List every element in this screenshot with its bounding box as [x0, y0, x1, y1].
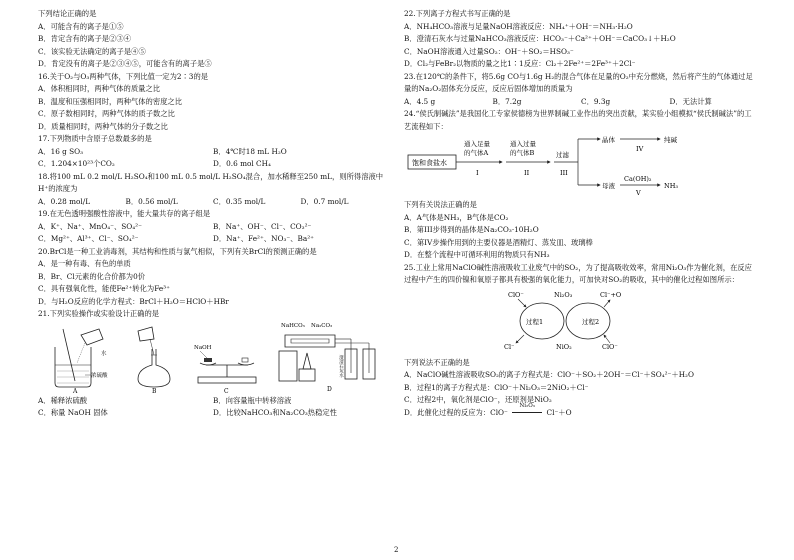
q21-option-c: C．称量 NaOH 固体 — [38, 408, 108, 417]
q23-option-a: A．4.5 g — [404, 96, 436, 106]
q25-stem: 25.工业上常用NaClO碱性溶液吸收工业废气中的SO₂，为了提高吸收效率，常用Ni₂O₃作为催化剂，在反应过程中产生的四价镍和氧原子都具有极强的氧化能力，可加快对SO₂的吸收，其中的催化过程如图所示： — [404, 262, 752, 284]
cycle-clo-right: ClO⁻ — [602, 342, 618, 351]
q17-options-row1 — [38, 146, 388, 159]
q21-option-d: D．比较NaHCO₃和Na₂CO₃热稳定性 — [213, 408, 337, 417]
q21-option-a: A．稀释浓硫酸 — [38, 395, 88, 405]
q25-option-d — [404, 402, 758, 420]
q19-option-a: A．K⁺、Na⁺、MnO₄⁻、SO₄²⁻ — [38, 221, 142, 231]
q18-stem: 18.将100 mL 0.2 mol/L H₂SO₄和100 mL 0.5 mol/L H₂SO₄混合，加水稀释至250 mL，则所得溶液中H⁺的浓度为 — [38, 171, 384, 193]
figure-label-d: D — [326, 385, 332, 393]
q24-stem: 24.“侯氏制碱法”是我国化工专家侯德榜为世界制碱工业作出的突出贡献，某实验小组模拟“侯氏制碱法”的工艺流程如下： — [404, 109, 752, 131]
q17-option-b: B．4℃时18 mL H₂O — [213, 146, 287, 156]
apparatus-d-heating-icon — [277, 321, 381, 393]
flow-step1-line2: 的气体A — [464, 149, 489, 157]
q22-option-a: A．NH₄HCO₃溶液与足量NaOH溶液反应：NH₄⁺＋OH⁻＝NH₃·H₂O — [404, 21, 633, 31]
q24-post: 下列有关说法正确的是 — [404, 200, 477, 209]
q19-options-row2 — [38, 233, 388, 246]
cycle-process-2: 过程2 — [582, 317, 600, 326]
q15-option-c: C．该实验无法确定的离子是④⑤ — [38, 46, 146, 56]
q17-option-a: A．16 g SO₃ — [38, 146, 84, 156]
flow-step-iii: III — [560, 169, 568, 177]
q15-stem: 下列结论正确的是 — [38, 9, 97, 18]
page-number: 2 — [394, 546, 399, 554]
q21-options-row1 — [38, 395, 388, 408]
apparatus-a-beaker-icon — [45, 325, 115, 393]
apparatus-b-volumetric-flask-icon — [130, 325, 178, 393]
q17-stem: 17.下列物质中含原子总数最多的是 — [38, 134, 152, 143]
label-conc-acid: 浓硫酸 — [91, 372, 108, 379]
flow-step-ii: II — [524, 169, 530, 177]
q22-option-c: C．NaOH溶液通入过量SO₂：OH⁻＋SO₂＝HSO₃⁻ — [404, 46, 574, 56]
cycle-ni2o3: Ni₂O₃ — [554, 290, 573, 299]
q21-apparatus-figure — [38, 323, 388, 393]
q23-options — [404, 96, 758, 109]
q19-option-d: D．Na⁺、Fe²⁺、NO₃⁻、Ba²⁺ — [213, 234, 315, 243]
flow-step2-line1: 通入过量 — [510, 140, 536, 148]
q16-stem: 16.关于O₂与O₃两种气体，下列比值一定为2∶3的是 — [38, 71, 209, 81]
cycle-cl-o: Cl⁻+O — [600, 290, 622, 299]
q19-option-c: C．Mg²⁺、Al³⁺、Cl⁻、SO₄²⁻ — [38, 234, 139, 243]
q16-option-d: D．质量相同时，两种气体的分子数之比 — [38, 121, 168, 131]
hou-process-flow-diagram — [404, 133, 758, 197]
q24-option-b: B．第III步得到的晶体是Na₂CO₃·10H₂O — [404, 225, 539, 234]
q25-option-d-prefix: D．此催化过程的反应为：ClO⁻ — [404, 407, 508, 417]
q22-stem: 22.下列离子方程式书写正确的是 — [404, 9, 511, 18]
cycle-cl-left: Cl⁻ — [504, 342, 515, 351]
q18-option-a: A．0.28 mol/L — [38, 196, 91, 206]
q25-option-c: C．过程2中，氧化剂是ClO⁻，还原剂是NiO₂ — [404, 395, 552, 404]
q24-option-d: D．在整个流程中可循环利用的物质只有NH₃ — [404, 250, 550, 259]
q16-option-b: B．温度和压强相同时，两种气体的密度之比 — [38, 96, 183, 106]
q18-option-d: D．0.7 mol/L — [300, 196, 349, 206]
label-water: 水 — [101, 350, 107, 357]
cycle-nio2: NiO₂ — [556, 342, 572, 351]
figure-label-a: A — [73, 387, 78, 393]
apparatus-c-balance-icon — [192, 325, 262, 393]
flow-crystal-label: 晶体 — [602, 136, 615, 144]
q23-option-d: D．无法计算 — [669, 96, 712, 106]
q18-option-b: B．0.56 mol/L — [125, 196, 178, 206]
flow-step-iv: IV — [636, 145, 644, 153]
right-column — [404, 8, 758, 419]
label-na2co3: Na₂CO₃ — [310, 322, 332, 329]
q25-option-a: A．NaClO碱性溶液吸收SO₂的离子方程式是：ClO⁻＋SO₂＋2OH⁻＝Cl⁻＋SO₄²⁻＋H₂O — [404, 370, 694, 379]
flow-step1-line1: 通入足量 — [464, 140, 490, 148]
q22-option-b: B．澄清石灰水与过量NaHCO₃溶液反应：HCO₃⁻＋Ca²⁺＋OH⁻＝CaCO₃↓＋H₂O — [404, 34, 676, 43]
q23-stem: 23.在120℃的条件下，将5.6g CO与1.6g H₂的混合气体在足量的O₂中充分燃烧，然后将产生的气体通过足量的Na₂O₂固体充分反应，反应后固体增加的质量为 — [404, 71, 753, 93]
q17-options-row2 — [38, 158, 388, 171]
label-nahco3: NaHCO₃ — [280, 322, 305, 329]
q21-options-row2 — [38, 407, 388, 420]
q23-option-b: B．7.2g — [492, 96, 522, 106]
q21-stem: 21.下列实验操作或实验设计正确的是 — [38, 309, 160, 318]
q25-option-d-suffix: Cl⁻＋O — [546, 407, 572, 417]
q16-option-c: C．原子数相同时，两种气体的质子数之比 — [38, 109, 175, 118]
label-limewater: 澄清石灰水 — [338, 354, 344, 377]
q21-option-b: B．向容量瓶中转移溶液 — [213, 395, 292, 405]
flow-soda-label: 纯碱 — [664, 136, 677, 144]
q20-stem: 20.BrCl是一种工业消毒剂，其结构和性质与氯气相似，下列有关BrCl的预测正确的是 — [38, 246, 317, 256]
q20-option-c: C．具有强氧化性，能使Fe²⁺转化为Fe³⁺ — [38, 284, 170, 293]
cycle-clo-left: ClO⁻ — [508, 290, 524, 299]
q19-options-row1 — [38, 221, 388, 234]
q15-option-b: B．肯定含有的离子是②③④ — [38, 34, 131, 43]
flow-start-label: 饱和食盐水 — [412, 159, 447, 167]
flow-nh3-label: NH₃ — [664, 182, 678, 190]
left-column — [38, 8, 388, 420]
catalyst-label: Ni₂O₃ — [519, 402, 535, 409]
q19-stem: 19.在无色透明强酸性溶液中，能大量共存的离子组是 — [38, 209, 211, 218]
flow-step-i: I — [476, 169, 479, 177]
catalyst-arrow — [510, 402, 544, 420]
cycle-process-1: 过程1 — [526, 317, 544, 326]
q18-option-c: C．0.35 mol/L — [213, 196, 266, 206]
q23-option-c: C．9.3g — [581, 96, 611, 106]
q17-option-c: C．1.204×10²³个CO₂ — [38, 159, 115, 168]
q22-option-d: D．Cl₂与FeBr₂以物质的量之比1∶1反应：Cl₂＋2Fe²⁺＝2Fe³⁺＋2Cl⁻ — [404, 59, 636, 68]
q20-option-a: A．是一种有毒、有色的单质 — [38, 259, 131, 268]
flow-step-v: V — [636, 189, 641, 197]
q19-option-b: B．Na⁺、OH⁻、Cl⁻、CO₃²⁻ — [213, 221, 312, 231]
q16-option-a: A．体积相同时，两种气体的质量之比 — [38, 84, 161, 93]
flow-step2-line2: 的气体B — [510, 149, 535, 157]
q20-option-d: D．与H₂O反应的化学方程式：BrCl＋H₂O＝HClO＋HBr — [38, 296, 229, 306]
q25-option-b: B．过程1的离子方程式是：ClO⁻＋Ni₂O₃＝2NiO₂＋Cl⁻ — [404, 382, 589, 392]
q17-option-d: D．0.6 mol CH₄ — [213, 159, 271, 168]
nickel-catalytic-cycle-diagram — [404, 287, 758, 355]
q24-option-c: C．第IV步操作用到的主要仪器是酒精灯、蒸发皿、玻璃棒 — [404, 237, 593, 247]
q18-options — [38, 196, 388, 209]
flow-filter-label: 过滤 — [556, 151, 569, 159]
flow-caoh2-label: Ca(OH)₂ — [624, 175, 652, 183]
q15-option-d: D．肯定没有的离子是②③④⑤，可能含有的离子是⑤ — [38, 59, 212, 68]
reaction-arrow-line — [512, 412, 542, 413]
q24-option-a: A．A气体是NH₃，B气体是CO₂ — [404, 212, 509, 222]
q25-post: 下列说法不正确的是 — [404, 357, 470, 367]
figure-label-b: B — [151, 387, 157, 393]
q20-option-b: B．Br、Cl元素的化合价都为0价 — [38, 271, 146, 281]
figure-label-c: C — [224, 387, 229, 393]
flow-mother-liquor-label: 母液 — [602, 182, 615, 190]
label-naoh: NaOH — [194, 344, 212, 351]
q15-option-a: A．可能含有的离子是①⑤ — [38, 21, 124, 31]
